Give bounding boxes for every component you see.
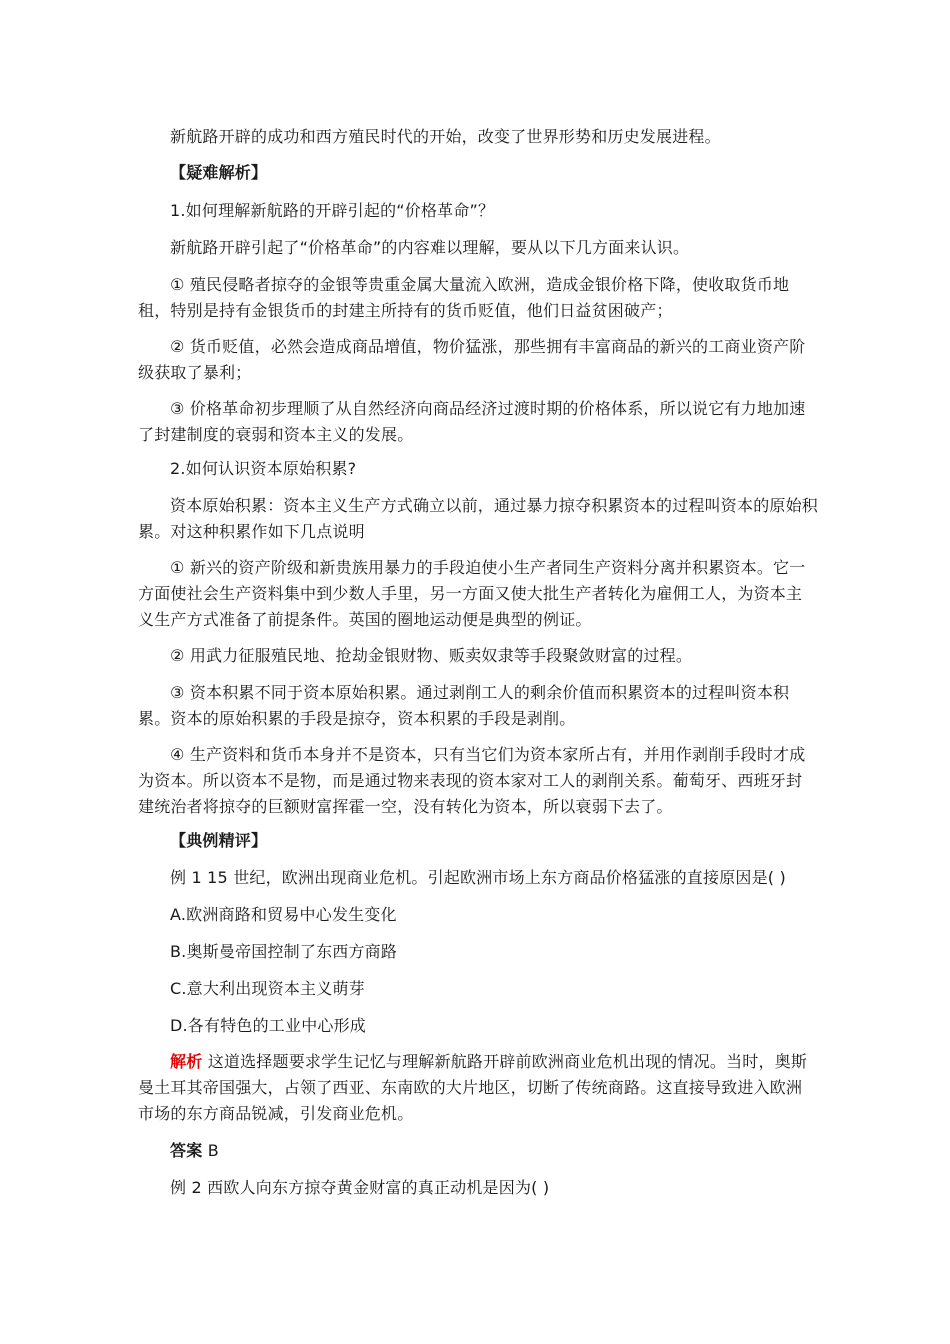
question-2-lead: 资本原始积累：资本主义生产方式确立以前，通过暴力掠夺积累资本的过程叫资本的原始积累。对这种积累作如下几点说明 <box>138 496 819 541</box>
question-1-title: 1.如何理解新航路的开辟引起的“价格革命”？ <box>170 201 495 220</box>
question-1-point-2: ② 货币贬值，必然会造成商品增值，物价猛涨，那些拥有丰富商品的新兴的工商业资产阶级获取了暴利； <box>138 337 806 382</box>
question-2-title: 2.如何认识资本原始积累? <box>170 459 357 478</box>
answer-label: 答案 <box>170 1141 203 1160</box>
example-1-option-d: D.各有特色的工业中心形成 <box>170 1016 367 1035</box>
analysis-label: 解析 <box>170 1052 203 1071</box>
question-1-lead: 新航路开辟引起了“价格革命”的内容难以理解，要从以下几方面来认识。 <box>170 238 690 257</box>
section-heading-example-review: 【典例精评】 <box>170 831 268 850</box>
example-2-stem: 例 2 西欧人向东方掠夺黄金财富的真正动机是因为( ) <box>170 1178 550 1197</box>
intro-paragraph: 新航路开辟的成功和西方殖民时代的开始，改变了世界形势和历史发展进程。 <box>170 127 721 146</box>
question-2-point-2: ② 用武力征服殖民地、抢劫金银财物、贩卖奴隶等手段聚敛财富的过程。 <box>170 646 693 665</box>
analysis-text: 这道选择题要求学生记忆与理解新航路开辟前欧洲商业危机出现的情况。当时，奥斯曼土耳其帝国强大，占领了西亚、东南欧的大片地区，切断了传统商路。这直接导致进入欧洲市场的东方商品锐减，引发商业危机。 <box>138 1052 808 1123</box>
question-2-point-1: ① 新兴的资产阶级和新贵族用暴力的手段迫使小生产者同生产资料分离并积累资本。它一方面使社会生产资料集中到少数人手里，另一方面又使大批生产者转化为雇佣工人，为资本主义生产方式准备了前提条件。英国的圈地运动便是典型的例证。 <box>138 558 806 629</box>
example-1-option-b: B.奥斯曼帝国控制了东西方商路 <box>170 942 398 961</box>
question-2-point-4: ④ 生产资料和货币本身并不是资本，只有当它们为资本家所占有，并用作剥削手段时才成为资本。所以资本不是物，而是通过物来表现的资本家对工人的剥削关系。葡萄牙、西班牙封建统治者将掠夺的巨额财富挥霍一空，没有转化为资本，所以衰弱下去了。 <box>138 745 806 816</box>
question-1-point-3: ③ 价格革命初步理顺了从自然经济向商品经济过渡时期的价格体系，所以说它有力地加速了封建制度的衰弱和资本主义的发展。 <box>138 399 806 444</box>
question-1-point-1: ① 殖民侵略者掠夺的金银等贵重金属大量流入欧洲，造成金银价格下降，使收取货币地租，特别是持有金银货币的封建主所持有的货币贬值，他们日益贫困破产； <box>138 275 790 320</box>
example-1-option-a: A.欧洲商路和贸易中心发生变化 <box>170 905 397 924</box>
example-1-analysis <box>138 1049 818 1127</box>
example-1-stem: 例 1 15 世纪，欧洲出现商业危机。引起欧洲市场上东方商品价格猛涨的直接原因是( ) <box>170 868 786 887</box>
example-1-answer <box>138 1138 818 1164</box>
question-2-point-3: ③ 资本积累不同于资本原始积累。通过剥削工人的剩余价值而积累资本的过程叫资本积累。资本的原始积累的手段是掠夺，资本积累的手段是剥削。 <box>138 683 790 728</box>
answer-value: B <box>202 1141 219 1160</box>
example-1-option-c: C.意大利出现资本主义萌芽 <box>170 979 365 998</box>
section-heading-difficulty-analysis: 【疑难解析】 <box>170 163 268 182</box>
